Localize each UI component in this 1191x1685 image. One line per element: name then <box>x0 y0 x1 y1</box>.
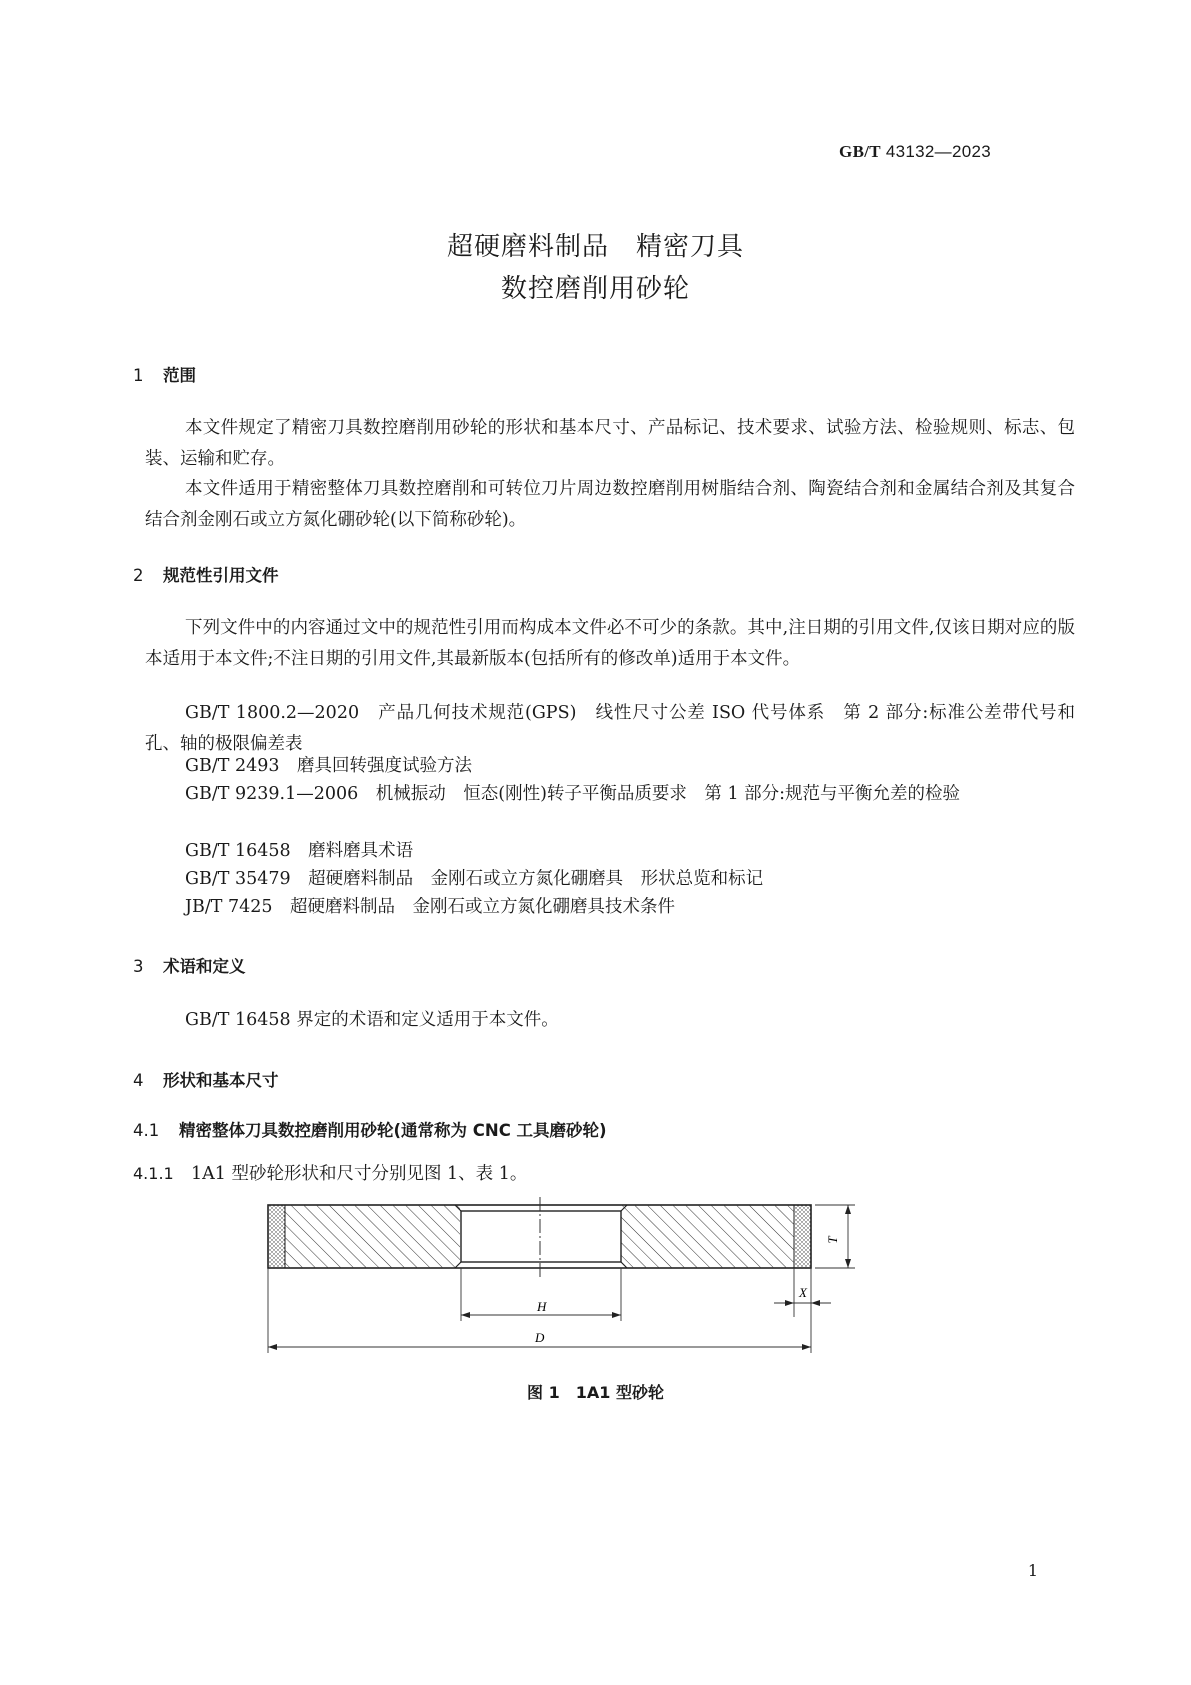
section-1-heading <box>133 362 196 386</box>
abrasive-layer-left <box>268 1205 285 1268</box>
page-number: 1 <box>1027 1561 1038 1580</box>
clause-text: 1A1 型砂轮形状和尺寸分别见图 1、表 1。 <box>191 1164 528 1184</box>
subsection-title: 精密整体刀具数控磨削用砂轮(通常称为 CNC 工具磨砂轮) <box>179 1121 607 1140</box>
standard-number: 43132—2023 <box>885 142 991 161</box>
dimension-label-d: D <box>535 1330 545 1345</box>
dimension-label-t: T <box>825 1236 840 1244</box>
section-2-intro: 下列文件中的内容通过文中的规范性引用而构成本文件必不可少的条款。其中,注日期的引用文件,仅该日期对应的版本适用于本文件;不注日期的引用文件,其最新版本(包括所有的修改单)适用于本文件。 <box>145 618 1075 669</box>
section-3-paragraph: GB/T 16458 界定的术语和定义适用于本文件。 <box>185 1010 559 1030</box>
abrasive-layer-right <box>794 1205 811 1268</box>
subsection-4-1-heading <box>133 1117 607 1141</box>
reference-item: GB/T 1800.2—2020 产品几何技术规范(GPS) 线性尺寸公差 ISO 代号体系 第 2 部分:标准公差带代号和孔、轴的极限偏差表 <box>145 703 1075 754</box>
standard-code <box>839 142 991 162</box>
dimension-label-h: H <box>537 1299 547 1314</box>
section-number: 4 <box>133 1071 144 1090</box>
reference-item: GB/T 35479 超硬磨料制品 金刚石或立方氮化硼磨具 形状总览和标记 <box>185 869 764 889</box>
subsection-number: 4.1 <box>133 1121 160 1140</box>
reference-item: JB/T 7425 超硬磨料制品 金刚石或立方氮化硼磨具技术条件 <box>185 897 676 917</box>
section-3-heading <box>133 953 246 977</box>
figure-caption: 图 1 1A1 型砂轮 <box>527 1383 664 1402</box>
section-title: 范围 <box>163 366 196 385</box>
section-title: 形状和基本尺寸 <box>163 1071 279 1090</box>
section-number: 3 <box>133 957 144 976</box>
wheel-core-right <box>621 1205 794 1268</box>
clause-number: 4.1.1 <box>133 1164 174 1183</box>
section-2-heading <box>133 562 279 586</box>
section-title: 规范性引用文件 <box>163 566 279 585</box>
wheel-cross-section-figure <box>255 1195 875 1365</box>
reference-item: GB/T 9239.1—2006 机械振动 恒态(刚性)转子平衡品质要求 第 1 部分:规范与平衡允差的检验 <box>185 784 961 804</box>
standard-prefix: GB/T <box>839 142 881 161</box>
reference-item: GB/T 2493 磨具回转强度试验方法 <box>185 756 473 776</box>
section-number: 1 <box>133 366 144 385</box>
section-title: 术语和定义 <box>163 957 246 976</box>
section-1-paragraph-2: 本文件适用于精密整体刀具数控磨削和可转位刀片周边数控磨削用树脂结合剂、陶瓷结合剂和金属结合剂及其复合结合剂金刚石或立方氮化硼砂轮(以下简称砂轮)。 <box>145 479 1075 530</box>
dimension-label-x: X <box>799 1285 807 1300</box>
wheel-core-left <box>285 1205 460 1268</box>
section-4-heading <box>133 1067 279 1091</box>
document-title-line2: 数控磨削用砂轮 <box>500 274 690 304</box>
document-title-line1: 超硬磨料制品 精密刀具 <box>446 232 744 262</box>
reference-item: GB/T 16458 磨料磨具术语 <box>185 841 414 861</box>
section-1-paragraph-1: 本文件规定了精密刀具数控磨削用砂轮的形状和基本尺寸、产品标记、技术要求、试验方法、检验规则、标志、包装、运输和贮存。 <box>145 418 1075 469</box>
subsection-4-1-1 <box>133 1160 527 1185</box>
section-number: 2 <box>133 566 144 585</box>
wheel-bore <box>461 1211 621 1262</box>
